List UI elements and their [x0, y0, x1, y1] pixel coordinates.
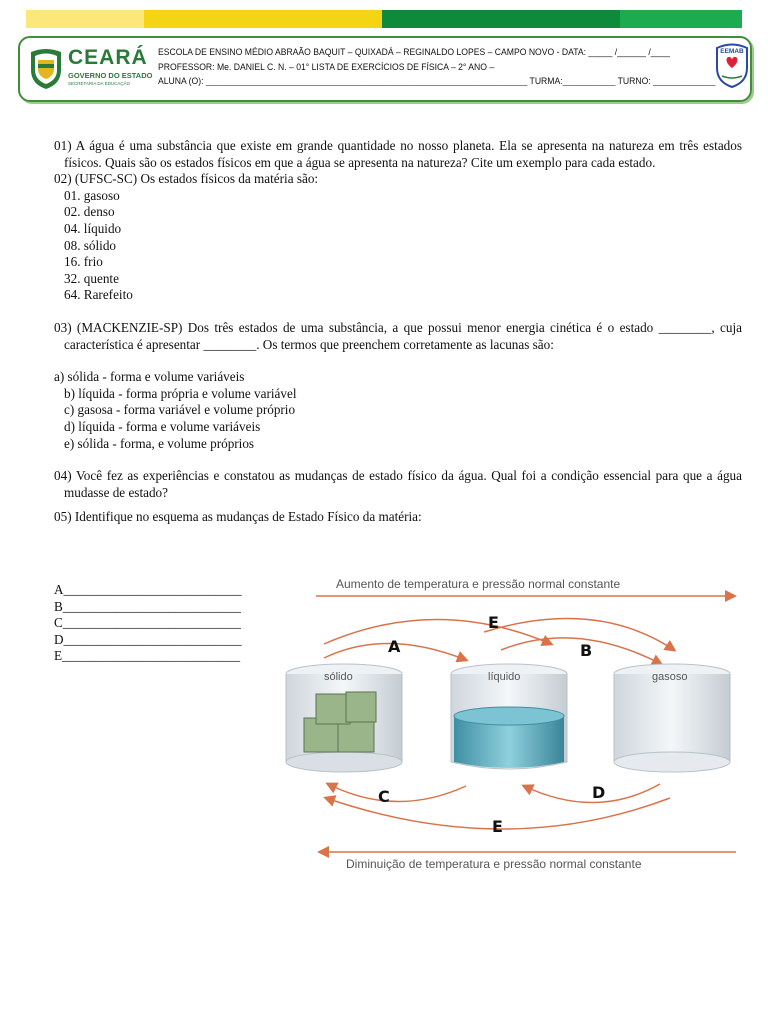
answer-blank-e[interactable]: E___________________________ [54, 648, 241, 664]
logo-wordmark: CEARÁ [68, 46, 148, 69]
diagram-bottom-caption: Diminuição de temperatura e pressão normal constante [346, 857, 642, 871]
question-3-options [54, 386, 742, 452]
diagram-top-caption: Aumento de temperatura e pressão normal constante [336, 577, 621, 591]
answer-blanks [54, 582, 242, 665]
q3-option: c) gasosa - forma variável e volume próprio [64, 402, 296, 418]
q2-option: 32. quente [64, 270, 119, 286]
answer-blank-d[interactable]: D___________________________ [54, 631, 242, 647]
label-d: D [592, 783, 606, 802]
q2-option: 16. frio [64, 254, 103, 270]
q3-option: e) sólida - forma, e volume próprios [64, 435, 255, 451]
question-3: 03) (MACKENZIE-SP) Dos três estados de uma substância, a que possui menor energia cinética é o estado ________, cuja característica é apresentar ________. Os termos que preenchem corretamente as lacunas são: [54, 319, 742, 352]
q2-option: 01. gasoso [64, 187, 120, 203]
answer-blank-b[interactable]: B___________________________ [54, 598, 241, 614]
header-school-line: ESCOLA DE ENSINO MÉDIO ABRAÃO BAQUIT – QUIXADÁ – REGINALDO LOPES – CAMPO NOVO - DATA: _____ /______ /____ [158, 46, 670, 57]
ceara-logo [28, 44, 156, 94]
school-badge-icon [714, 42, 750, 88]
beaker-liquid [451, 664, 567, 769]
exercise-list [54, 138, 742, 526]
header-stripe-dark-green [382, 10, 620, 28]
school-header [18, 36, 752, 102]
q2-option: 02. denso [64, 204, 115, 220]
q3-option: b) líquida - forma própria e volume variável [64, 385, 297, 401]
label-liquid: líquido [488, 671, 521, 683]
label-gas: gasoso [652, 671, 688, 683]
q3-option-a: a) sólida - forma e volume variáveis [54, 369, 245, 385]
q2-option: 04. líquido [64, 220, 122, 236]
badge-text: EEMAB [720, 48, 744, 55]
header-stripe-light-yellow [26, 10, 144, 28]
header-student-line: ALUNA (O): ___________________________________________________________________ TURMA:___________ TURNO: _____________ [158, 75, 716, 86]
header-professor-line: PROFESSOR: Me. DANIEL C. N. – 01° LISTA DE EXERCÍCIOS DE FÍSICA – 2° ANO – [158, 60, 495, 72]
answer-blank-a[interactable]: A___________________________ [54, 582, 242, 597]
label-b: B [580, 641, 593, 660]
question-2-options [54, 188, 742, 304]
beaker-solid [286, 664, 402, 772]
q2-option: 08. sólido [64, 237, 117, 253]
q2-option: 64. Rarefeito [64, 287, 133, 303]
state-changes-diagram [276, 570, 742, 876]
question-2: 02) (UFSC-SC) Os estados físicos da matéria são: [54, 171, 319, 187]
label-e-bottom: E [492, 817, 503, 836]
header-stripe-yellow [144, 10, 382, 28]
logo-government: GOVERNO DO ESTADO [68, 71, 153, 80]
coat-of-arms-icon [28, 46, 64, 90]
question-5: 05) Identifique no esquema as mudanças de Estado Físico da matéria: [54, 509, 422, 525]
header-info [158, 45, 716, 89]
answer-blank-c[interactable]: C___________________________ [54, 615, 241, 631]
label-solid: sólido [324, 671, 353, 683]
question-1: 01) A água é uma substância que existe em grande quantidade no nosso planeta. Ela se apresenta na natureza em três estados físicos. Quais são os estados físicos em que a água se apresenta na natureza? Cite um exemplo para cada estado. [54, 138, 742, 170]
q3-option: d) líquida - forma e volume variáveis [64, 418, 261, 434]
beaker-gas [614, 664, 730, 772]
header-stripe-green [620, 10, 742, 28]
label-e-top: E [488, 613, 499, 632]
question-4: 04) Você fez as experiências e constatou as mudanças de estado físico da água. Qual foi a condição essencial para que a água mudasse de estado? [54, 468, 742, 500]
logo-secretariat: SECRETARIA DA EDUCAÇÃO [68, 81, 131, 86]
label-c: C [378, 787, 390, 806]
label-a: A [388, 637, 401, 656]
